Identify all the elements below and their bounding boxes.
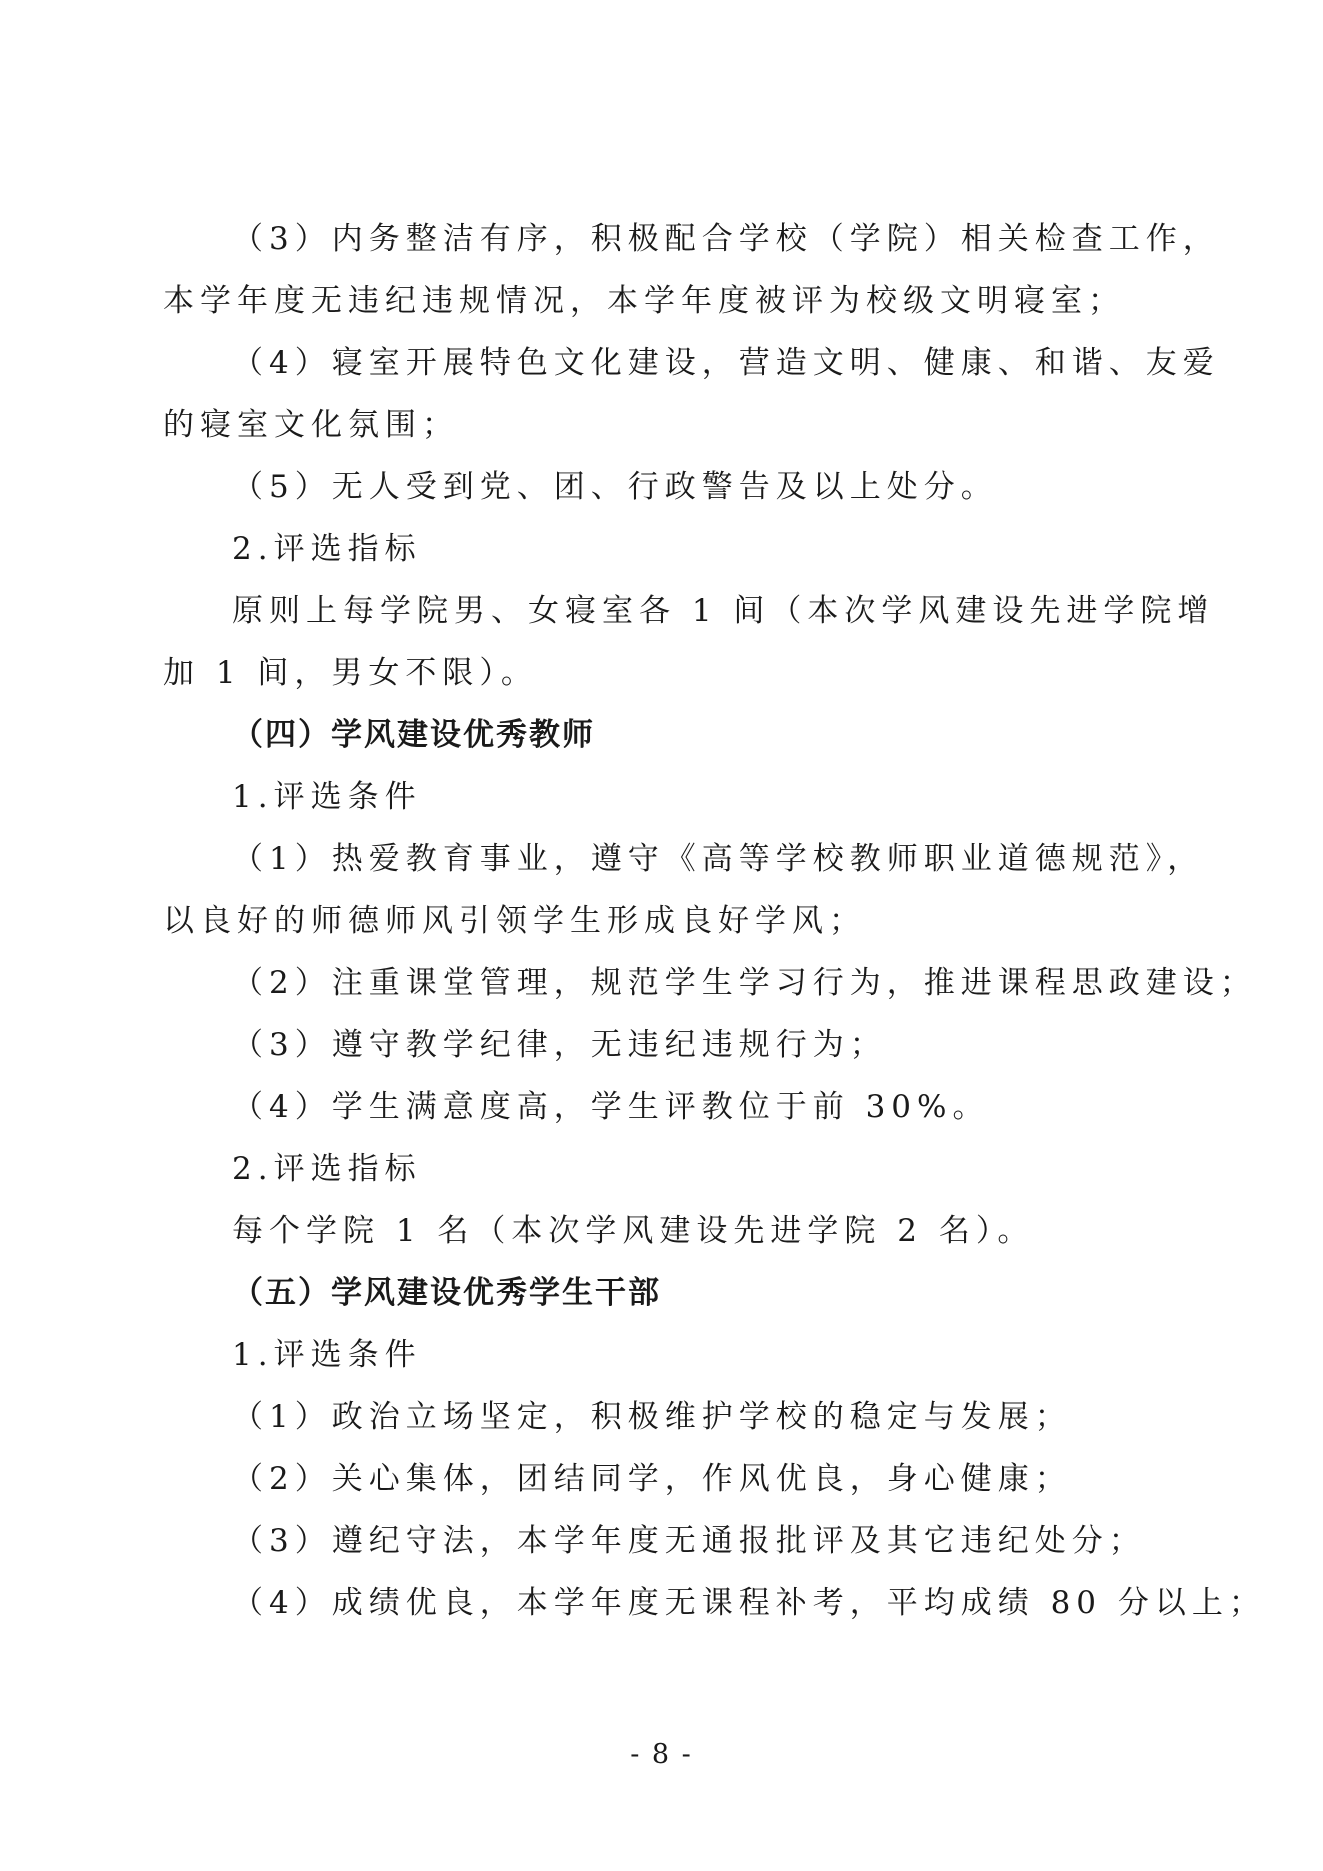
paragraph-line: （5）无人受到党、团、行政警告及以上处分。 xyxy=(232,469,998,505)
paragraph-line: （1）政治立场坚定，积极维护学校的稳定与发展； xyxy=(232,1399,1072,1435)
subsection-label: 1.评选条件 xyxy=(232,779,422,815)
subsection-label: 1.评选条件 xyxy=(232,1337,422,1373)
subsection-label: 2.评选指标 xyxy=(232,1151,422,1187)
page-number: - 8 - xyxy=(630,1739,693,1770)
section-heading: （四）学风建设优秀教师 xyxy=(232,717,595,753)
subsection-label: 2.评选指标 xyxy=(232,531,422,567)
paragraph-line: （1）热爱教育事业，遵守《高等学校教师职业道德规范》， xyxy=(232,841,1205,877)
paragraph-line: 每个学院 1 名（本次学风建设先进学院 2 名）。 xyxy=(232,1213,1035,1249)
paragraph-line: （4）寝室开展特色文化建设，营造文明、健康、和谐、友爱 xyxy=(232,345,1220,381)
paragraph-line: 加 1 间，男女不限）。 xyxy=(163,655,538,691)
paragraph-line: 本学年度无违纪违规情况，本学年度被评为校级文明寝室； xyxy=(163,283,1125,319)
paragraph-line: （4）成绩优良，本学年度无课程补考，平均成绩 80 分以上； xyxy=(232,1585,1266,1621)
paragraph-line: （3）内务整洁有序，积极配合学校（学院）相关检查工作， xyxy=(232,221,1220,257)
paragraph-line: 的寝室文化氛围； xyxy=(163,407,459,443)
paragraph-line: （4）学生满意度高，学生评教位于前 30%。 xyxy=(232,1089,990,1125)
paragraph-line: （2）注重课堂管理，规范学生学习行为，推进课程思政建设； xyxy=(232,965,1257,1001)
paragraph-line: （3）遵纪守法，本学年度无通报批评及其它违纪处分； xyxy=(232,1523,1146,1559)
paragraph-line: （2）关心集体，团结同学，作风优良，身心健康； xyxy=(232,1461,1072,1497)
paragraph-line: 以良好的师德师风引领学生形成良好学风； xyxy=(163,903,866,939)
section-heading: （五）学风建设优秀学生干部 xyxy=(232,1275,661,1311)
paragraph-line: 原则上每学院男、女寝室各 1 间（本次学风建设先进学院增 xyxy=(232,593,1215,629)
paragraph-line: （3）遵守教学纪律，无违纪违规行为； xyxy=(232,1027,887,1063)
